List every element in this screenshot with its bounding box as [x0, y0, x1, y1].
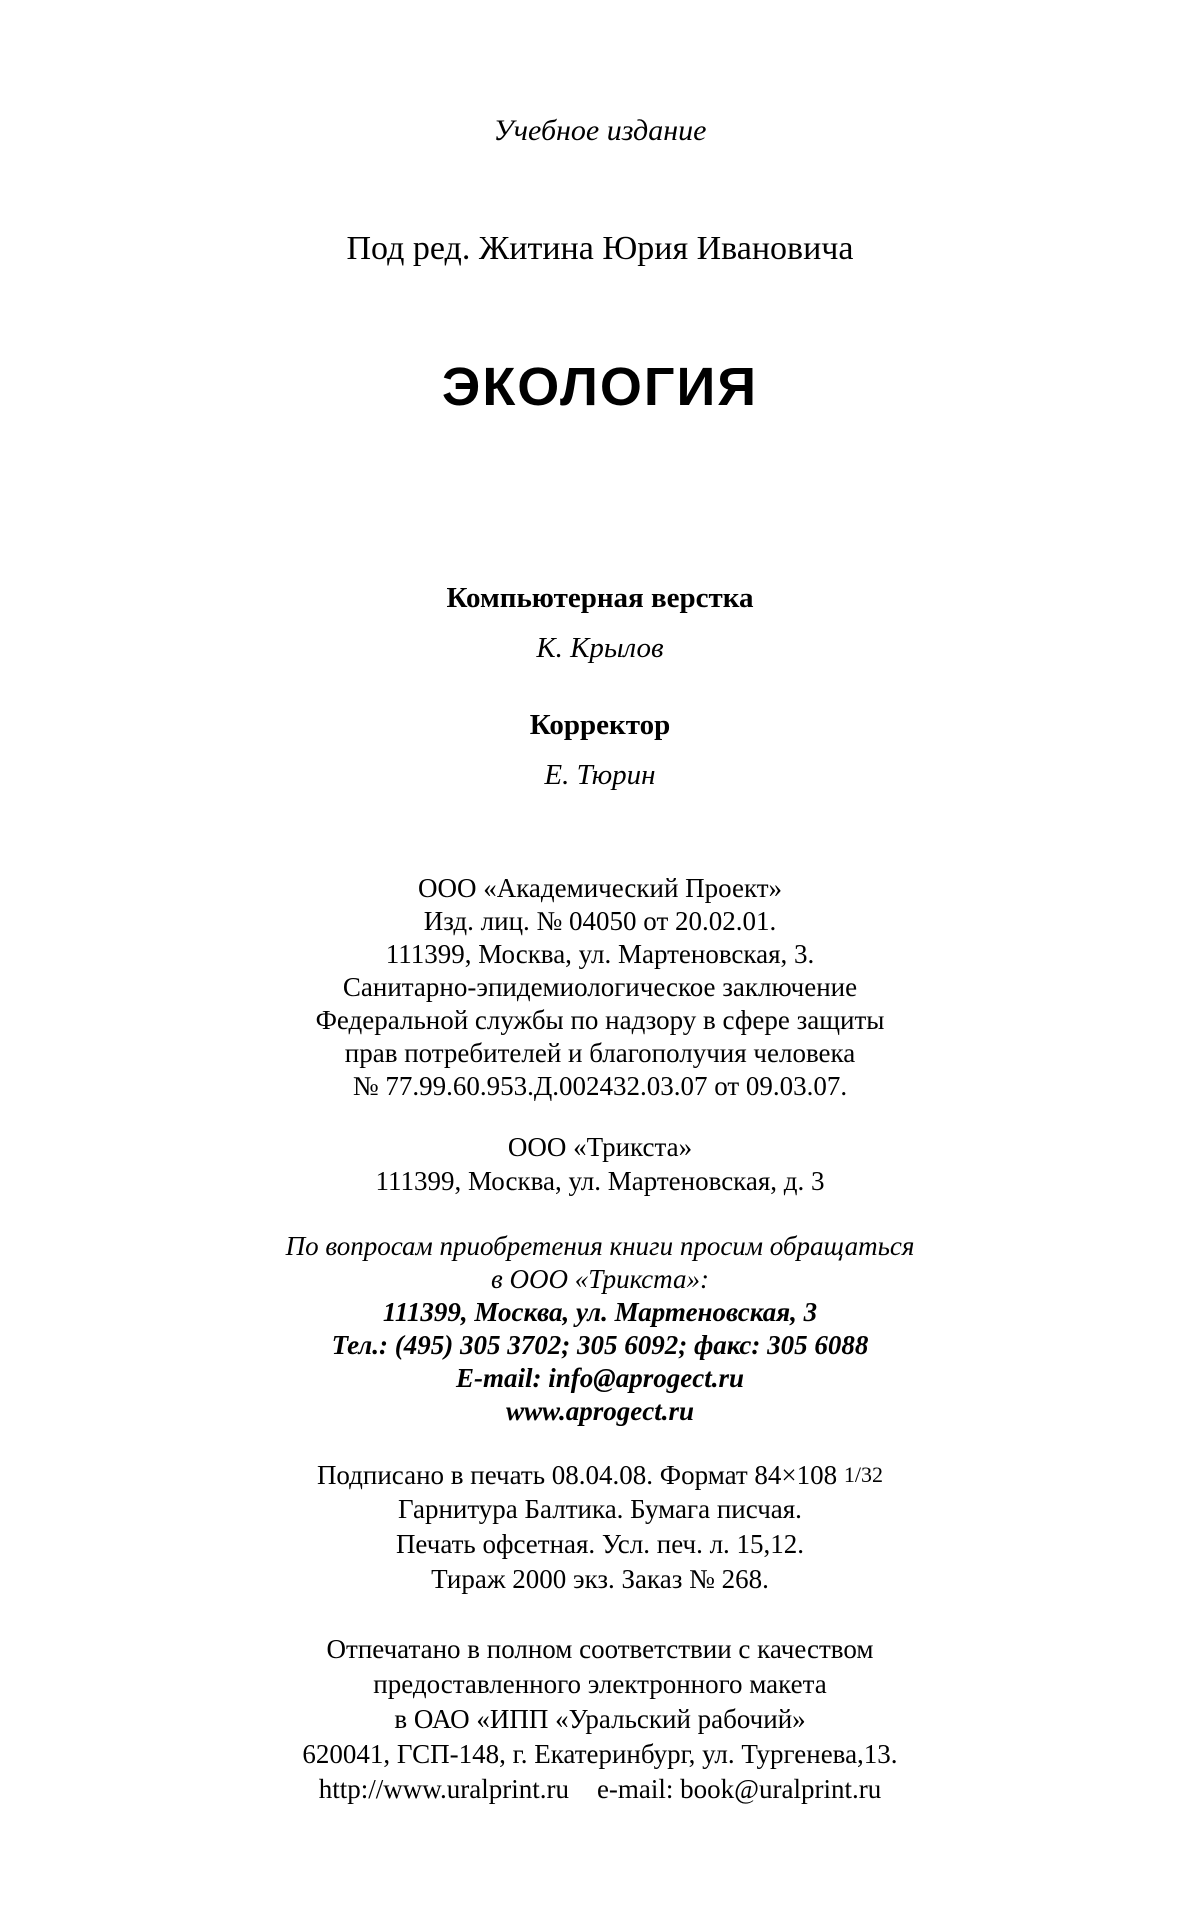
- format-fraction: 1/32: [843, 1462, 884, 1487]
- printer-url: http://www.uralprint.ru: [318, 1774, 569, 1804]
- publisher-line: Изд. лиц. № 04050 от 20.02.01.: [423, 906, 777, 936]
- publisher-line: ООО «Академический Проект»: [417, 873, 783, 903]
- contacts-line: в ООО «Трикста»:: [491, 1264, 709, 1294]
- printer-line: в ОАО «ИПП «Уральский рабочий»: [394, 1704, 806, 1734]
- printer-line: предоставленного электронного макета: [373, 1669, 827, 1699]
- print-info-line: Тираж 2000 экз. Заказ № 268.: [431, 1564, 769, 1594]
- contacts-address: 111399, Москва, ул. Мартеновская, 3: [382, 1297, 818, 1327]
- proof-person: Е. Тюрин: [544, 759, 656, 791]
- printer-email: e-mail: book@uralprint.ru: [596, 1774, 882, 1804]
- contacts-email: E-mail: info@aprogect.ru: [456, 1363, 744, 1393]
- trixta-line: ООО «Трикста»: [507, 1132, 693, 1162]
- layout-person: К. Крылов: [536, 632, 664, 664]
- signed-line: [0, 1462, 1200, 1489]
- publisher-line: прав потребителей и благополучия человека: [344, 1038, 856, 1068]
- printer-contacts: [0, 1776, 1200, 1803]
- proof-role: Корректор: [529, 709, 671, 741]
- publisher-line: Федеральной службы по надзору в сфере защиты: [315, 1005, 885, 1035]
- contacts-phone: Тел.: (495) 305 3702; 305 6092; факс: 305 6088: [331, 1330, 869, 1360]
- contacts-website: www.aprogect.ru: [505, 1396, 695, 1426]
- edition-type: Учебное издание: [493, 114, 707, 147]
- print-info-line: Печать офсетная. Усл. печ. л. 15,12.: [395, 1529, 805, 1559]
- publisher-line: 111399, Москва, ул. Мартеновская, 3.: [385, 939, 815, 969]
- publisher-line: Санитарно-эпидемиологическое заключение: [342, 972, 858, 1002]
- trixta-line: 111399, Москва, ул. Мартеновская, д. 3: [375, 1166, 825, 1196]
- printer-line: 620041, ГСП-148, г. Екатеринбург, ул. Тургенева,13.: [302, 1739, 898, 1769]
- editor-line: Под ред. Житина Юрия Ивановича: [346, 230, 854, 267]
- publisher-line: № 77.99.60.953.Д.002432.03.07 от 09.03.07.: [352, 1071, 848, 1101]
- layout-role: Компьютерная верстка: [446, 582, 754, 614]
- contacts-line: По вопросам приобретения книги просим обращаться: [285, 1231, 915, 1261]
- book-title: ЭКОЛОГИЯ: [441, 357, 759, 417]
- printer-line: Отпечатано в полном соответствии с качеством: [326, 1634, 874, 1664]
- signed-text: Подписано в печать 08.04.08. Формат 84×108: [316, 1460, 838, 1490]
- print-info-line: Гарнитура Балтика. Бумага писчая.: [398, 1494, 802, 1524]
